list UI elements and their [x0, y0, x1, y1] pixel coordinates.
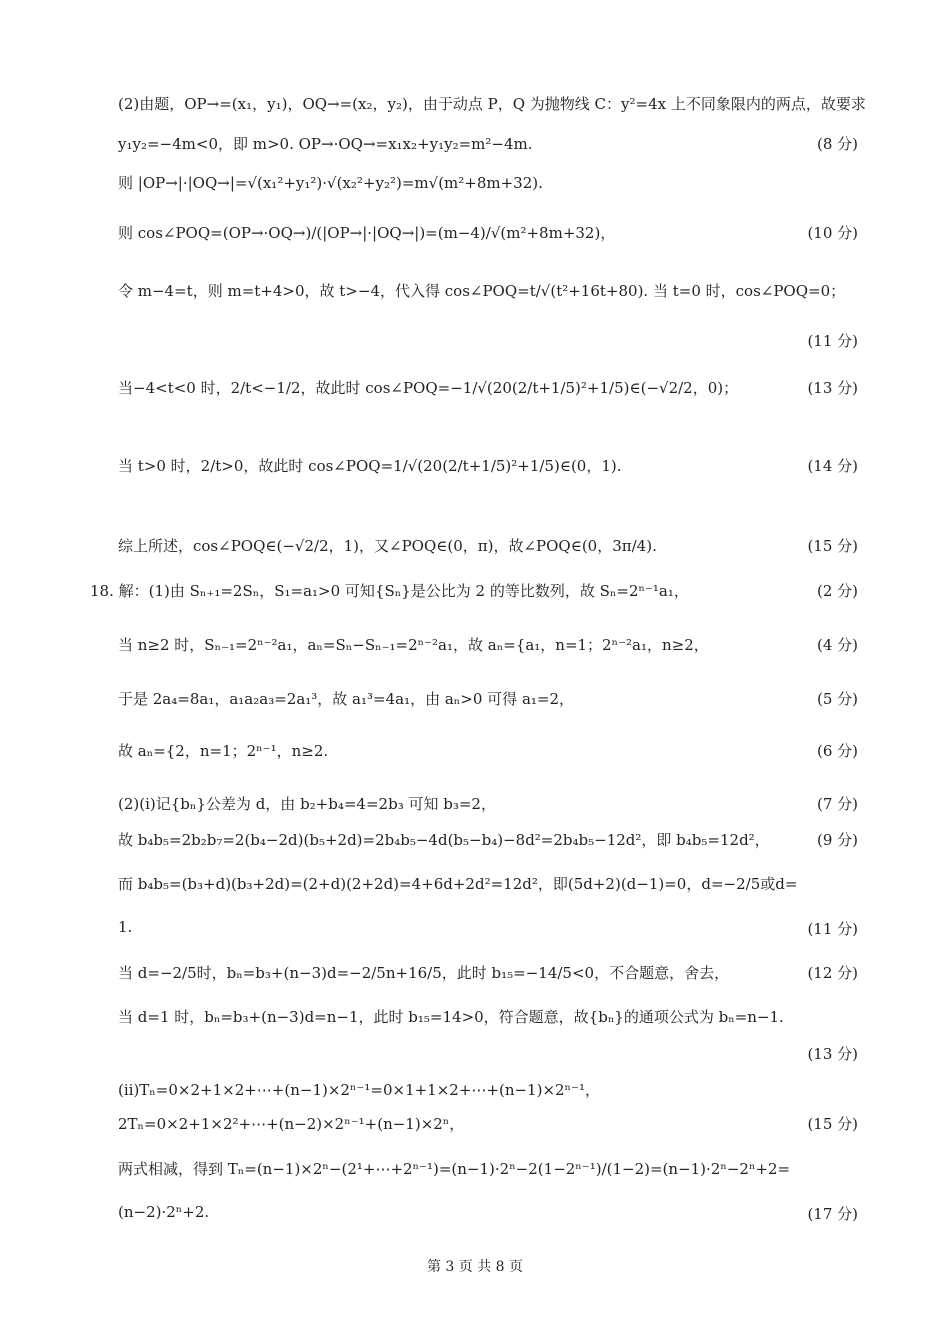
text-line: 则 cos∠POQ=(OP→·OQ→)/(|OP→|·|OQ→|)=(m−4)/√(m²+8m+32)，	[118, 224, 616, 242]
score-label: (5 分)	[816, 690, 858, 708]
text-line: y₁y₂=−4m<0，即 m>0. OP→·OQ→=x₁x₂+y₁y₂=m²−4m.	[118, 135, 533, 153]
score-label: (10 分)	[807, 224, 858, 242]
text-line: 故 b₄b₅=2b₂b₇=2(b₄−2d)(b₅+2d)=2b₄b₅−4d(b₅−b₄)−8d²=2b₄b₅−12d²，即 b₄b₅=12d²，	[118, 831, 770, 849]
text-line: 当−4<t<0 时，2/t<−1/2，故此时 cos∠POQ=−1/√(20(2/t+1/5)²+1/5)∈(−√2/2，0)；	[118, 379, 739, 397]
score-label: (13 分)	[807, 1045, 858, 1063]
text-line: (n−2)·2ⁿ+2.	[118, 1203, 210, 1221]
score-label: (15 分)	[807, 537, 858, 555]
text-line: 1.	[118, 918, 133, 936]
text-line: 故 aₙ={2，n=1；2ⁿ⁻¹，n≥2.	[118, 742, 329, 760]
score-label: (11 分)	[807, 920, 858, 938]
text-line: 令 m−4=t，则 m=t+4>0，故 t>−4，代入得 cos∠POQ=t/√(t²+16t+80). 当 t=0 时，cos∠POQ=0；	[118, 282, 846, 300]
score-label: (14 分)	[807, 457, 858, 475]
text-line: 当 d=−2/5时，bₙ=b₃+(n−3)d=−2/5n+16/5，此时 b₁₅=−14/5<0，不合题意，舍去，	[118, 964, 730, 982]
text-line: 于是 2a₄=8a₁，a₁a₂a₃=2a₁³，故 a₁³=4a₁，由 aₙ>0 可得 a₁=2，	[118, 690, 575, 708]
score-label: (13 分)	[807, 379, 858, 397]
text-line: 当 d=1 时，bₙ=b₃+(n−3)d=n−1，此时 b₁₅=14>0，符合题意，故{bₙ}的通项公式为 bₙ=n−1.	[118, 1008, 784, 1026]
score-label: (2 分)	[816, 582, 858, 600]
text-line: 而 b₄b₅=(b₃+d)(b₃+2d)=(2+d)(2+2d)=4+6d+2d²=12d²，即(5d+2)(d−1)=0，d=−2/5或d=	[118, 875, 798, 893]
score-label: (12 分)	[807, 964, 858, 982]
text-line: 当 t>0 时，2/t>0，故此时 cos∠POQ=1/√(20(2/t+1/5)²+1/5)∈(0，1).	[118, 457, 622, 475]
text-line: 当 n≥2 时，Sₙ₋₁=2ⁿ⁻²a₁，aₙ=Sₙ−Sₙ₋₁=2ⁿ⁻²a₁，故 aₙ={a₁，n=1；2ⁿ⁻²a₁，n≥2，	[118, 636, 709, 654]
score-label: (8 分)	[816, 135, 858, 153]
text-line: 则 |OP→|·|OQ→|=√(x₁²+y₁²)·√(x₂²+y₂²)=m√(m²+8m+32).	[118, 174, 543, 192]
text-line: (ⅱ)Tₙ=0×2+1×2+⋯+(n−1)×2ⁿ⁻¹=0×1+1×2+⋯+(n−1)×2ⁿ⁻¹，	[118, 1081, 600, 1099]
score-label: (9 分)	[816, 831, 858, 849]
score-label: (15 分)	[807, 1115, 858, 1133]
text-line: (2)(ⅰ)记{bₙ}公差为 d，由 b₂+b₄=4=2b₃ 可知 b₃=2，	[118, 795, 496, 813]
text-line: (2)由题，OP→=(x₁，y₁)，OQ→=(x₂，y₂)，由于动点 P，Q 为抛物线 C：y²=4x 上不同象限内的两点，故要求	[118, 95, 866, 113]
score-label: (6 分)	[816, 742, 858, 760]
score-label: (7 分)	[816, 795, 858, 813]
score-label: (17 分)	[807, 1205, 858, 1223]
text-line: 综上所述，cos∠POQ∈(−√2/2，1)，又∠POQ∈(0，π)，故∠POQ∈(0，3π/4).	[118, 537, 657, 555]
page-footer: 第 3 页 共 8 页	[426, 1259, 524, 1275]
text-line: 18. 解：(1)由 Sₙ₊₁=2Sₙ，S₁=a₁>0 可知{Sₙ}是公比为 2 的等比数列，故 Sₙ=2ⁿ⁻¹a₁，	[90, 582, 689, 600]
score-label: (11 分)	[807, 332, 858, 350]
text-line: 两式相减，得到 Tₙ=(n−1)×2ⁿ−(2¹+⋯+2ⁿ⁻¹)=(n−1)·2ⁿ−2(1−2ⁿ⁻¹)/(1−2)=(n−1)·2ⁿ−2ⁿ+2=	[118, 1160, 791, 1178]
text-line: 2Tₙ=0×2+1×2²+⋯+(n−2)×2ⁿ⁻¹+(n−1)×2ⁿ，	[118, 1115, 465, 1133]
score-label: (4 分)	[816, 636, 858, 654]
